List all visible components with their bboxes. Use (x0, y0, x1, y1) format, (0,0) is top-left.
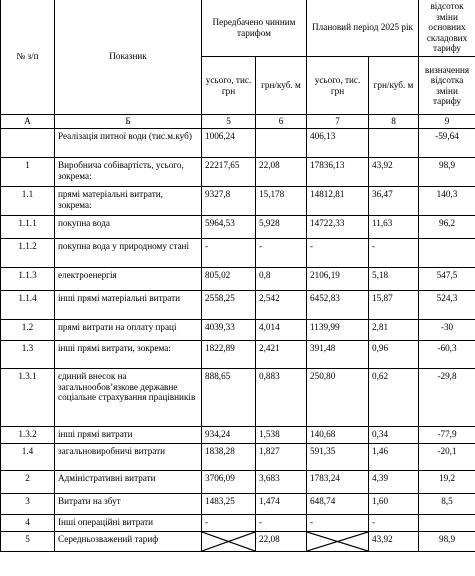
row-planned-per-m3: 43,92 (369, 532, 419, 552)
row-indicator: прямі матеріальні витрати, зокрема: (55, 187, 202, 216)
row-deviation: -29,8 (419, 369, 475, 427)
table-row (1, 129, 475, 158)
row-number: 1.3.1 (1, 369, 55, 427)
row-deviation: -20,1 (419, 444, 475, 471)
index-5: 5 (202, 115, 256, 129)
header-current-per-m3: грн/куб. м (256, 57, 307, 115)
row-planned-total: 140,68 (307, 427, 369, 444)
row-planned-total-crossed (307, 532, 369, 552)
row-planned-per-m3: 36,47 (369, 187, 419, 216)
row-deviation: 98,9 (419, 158, 475, 187)
row-planned-per-m3: - (369, 239, 419, 268)
row-planned-per-m3: 0,62 (369, 369, 419, 427)
row-indicator: прямі витрати на оплату праці (55, 320, 202, 341)
row-number: 1.4 (1, 444, 55, 471)
row-current-per-m3: 22,08 (256, 532, 307, 552)
row-number: 3 (1, 494, 55, 515)
row-planned-total: - (307, 515, 369, 532)
row-indicator: інші прямі витрати, зокрема: (55, 341, 202, 369)
row-deviation: 524,3 (419, 291, 475, 320)
table-row (1, 187, 475, 216)
row-number: 1.1.1 (1, 216, 55, 239)
row-planned-total: 17836,13 (307, 158, 369, 187)
row-current-total: 1838,28 (202, 444, 256, 471)
row-current-total: - (202, 239, 256, 268)
row-deviation: -59,64 (419, 129, 475, 158)
row-number: 1.2 (1, 320, 55, 341)
header-planned-total: усього, тис. грн (307, 57, 369, 115)
row-planned-total: 1139,99 (307, 320, 369, 341)
row-deviation: 140,3 (419, 187, 475, 216)
row-current-total: 4039,33 (202, 320, 256, 341)
row-current-total: 1006,24 (202, 129, 256, 158)
row-indicator: покупна вода (55, 216, 202, 239)
row-planned-total: - (307, 239, 369, 268)
row-planned-per-m3: 0,34 (369, 427, 419, 444)
row-current-per-m3: 3,683 (256, 471, 307, 494)
row-deviation: -77,9 (419, 427, 475, 444)
row-current-total: 1822,89 (202, 341, 256, 369)
row-indicator: Виробнича собівартість, усього, зокрема: (55, 158, 202, 187)
index-b: Б (55, 115, 202, 129)
row-planned-total: 6452,83 (307, 291, 369, 320)
row-planned-per-m3: 1,46 (369, 444, 419, 471)
row-indicator: єдиний внесок на загальнообов’язкове державне соціальне страхування працівників (55, 369, 202, 427)
row-indicator: Адміністративні витрати (55, 471, 202, 494)
row-current-per-m3: - (256, 239, 307, 268)
row-current-per-m3 (256, 129, 307, 158)
table-row (1, 320, 475, 341)
row-planned-per-m3: 15,87 (369, 291, 419, 320)
row-current-per-m3: 0,8 (256, 268, 307, 291)
table-row (1, 471, 475, 494)
row-indicator: Реалізація питної води (тис.м.куб) (55, 129, 202, 158)
row-planned-total: 1783,24 (307, 471, 369, 494)
row-current-per-m3: - (256, 515, 307, 532)
header-planned-per-m3: грн/куб. м (369, 57, 419, 115)
row-current-total: - (202, 515, 256, 532)
row-deviation: -60,3 (419, 341, 475, 369)
row-planned-total: 14722,33 (307, 216, 369, 239)
row-indicator: загальновиробничі витрати (55, 444, 202, 471)
row-planned-per-m3: 11,63 (369, 216, 419, 239)
table-row (1, 291, 475, 320)
row-deviation (419, 239, 475, 268)
row-number: 1.1.4 (1, 291, 55, 320)
row-deviation: 98,9 (419, 532, 475, 552)
index-6: 6 (256, 115, 307, 129)
index-7: 7 (307, 115, 369, 129)
row-planned-per-m3: 43,92 (369, 158, 419, 187)
row-deviation: 19,2 (419, 471, 475, 494)
row-planned-per-m3: - (369, 515, 419, 532)
row-planned-per-m3: 5,18 (369, 268, 419, 291)
table-row (1, 444, 475, 471)
row-planned-total: 250,80 (307, 369, 369, 427)
row-current-per-m3: 22,08 (256, 158, 307, 187)
header-deviation-percent: визначення відсотка зміни тарифу (419, 57, 475, 115)
row-current-per-m3: 4,014 (256, 320, 307, 341)
row-planned-per-m3: 0,96 (369, 341, 419, 369)
row-planned-per-m3: 1,60 (369, 494, 419, 515)
row-planned-total: 14812,81 (307, 187, 369, 216)
header-row-1 (1, 0, 475, 57)
row-current-total: 3706,09 (202, 471, 256, 494)
row-number: 1.1 (1, 187, 55, 216)
row-indicator: Витрати на збут (55, 494, 202, 515)
index-8: 8 (369, 115, 419, 129)
row-indicator: інші прямі матеріальні витрати (55, 291, 202, 320)
row-current-total-crossed (202, 532, 256, 552)
row-current-total: 1483,25 (202, 494, 256, 515)
table-row (1, 268, 475, 291)
index-a: А (1, 115, 55, 129)
row-indicator: Середньозважений тариф (55, 532, 202, 552)
row-number: 1 (1, 158, 55, 187)
table-row (1, 369, 475, 427)
index-9: 9 (419, 115, 475, 129)
row-deviation: 547,5 (419, 268, 475, 291)
row-planned-per-m3: 4,39 (369, 471, 419, 494)
header-indicator: Показник (55, 0, 202, 115)
header-current-tariff: Передбачено чинним тарифом (202, 0, 307, 57)
cross-mark-icon (202, 532, 255, 551)
row-current-per-m3: 15,178 (256, 187, 307, 216)
table-row (1, 532, 475, 552)
row-number: 1.1.3 (1, 268, 55, 291)
row-current-per-m3: 5,928 (256, 216, 307, 239)
row-number: 1.1.2 (1, 239, 55, 268)
row-current-total: 888,65 (202, 369, 256, 427)
row-current-total: 805,02 (202, 268, 256, 291)
header-deviation-components: відсоток зміни основних складових тарифу (419, 0, 475, 57)
row-planned-total: 591,35 (307, 444, 369, 471)
header-no: № з/п (1, 0, 55, 115)
row-indicator: електроенергія (55, 268, 202, 291)
row-indicator: інші прямі витрати (55, 427, 202, 444)
table-row (1, 427, 475, 444)
row-deviation: -30 (419, 320, 475, 341)
row-current-per-m3: 0,883 (256, 369, 307, 427)
row-number: 5 (1, 532, 55, 552)
row-current-total: 2558,25 (202, 291, 256, 320)
row-current-total: 934,24 (202, 427, 256, 444)
row-planned-total: 406,13 (307, 129, 369, 158)
header-index-row (1, 115, 475, 129)
row-planned-per-m3 (369, 129, 419, 158)
row-indicator: покупна вода у природному стані (55, 239, 202, 268)
row-planned-total: 648,74 (307, 494, 369, 515)
row-deviation: 96,2 (419, 216, 475, 239)
row-current-total: 9327,8 (202, 187, 256, 216)
table-row (1, 216, 475, 239)
row-current-per-m3: 1,827 (256, 444, 307, 471)
table-row (1, 239, 475, 268)
row-number: 1.3.2 (1, 427, 55, 444)
row-current-total: 22217,65 (202, 158, 256, 187)
table-row (1, 494, 475, 515)
row-current-per-m3: 2,542 (256, 291, 307, 320)
table-row (1, 341, 475, 369)
row-current-per-m3: 1,474 (256, 494, 307, 515)
row-planned-total: 2106,19 (307, 268, 369, 291)
header-current-total: усього, тис. грн (202, 57, 256, 115)
row-deviation: 8,5 (419, 494, 475, 515)
table-row (1, 515, 475, 532)
cross-mark-icon (307, 532, 368, 551)
row-deviation (419, 515, 475, 532)
table-row (1, 158, 475, 187)
row-current-per-m3: 2,421 (256, 341, 307, 369)
table-body (1, 0, 475, 552)
row-current-per-m3: 1,538 (256, 427, 307, 444)
row-planned-per-m3: 2,81 (369, 320, 419, 341)
row-number: 4 (1, 515, 55, 532)
row-number: 1.3 (1, 341, 55, 369)
row-number (1, 129, 55, 158)
header-planned-period: Плановий період 2025 рік (307, 0, 419, 57)
row-planned-total: 391,48 (307, 341, 369, 369)
row-current-total: 5964,53 (202, 216, 256, 239)
row-indicator: Інші операційні витрати (55, 515, 202, 532)
row-number: 2 (1, 471, 55, 494)
